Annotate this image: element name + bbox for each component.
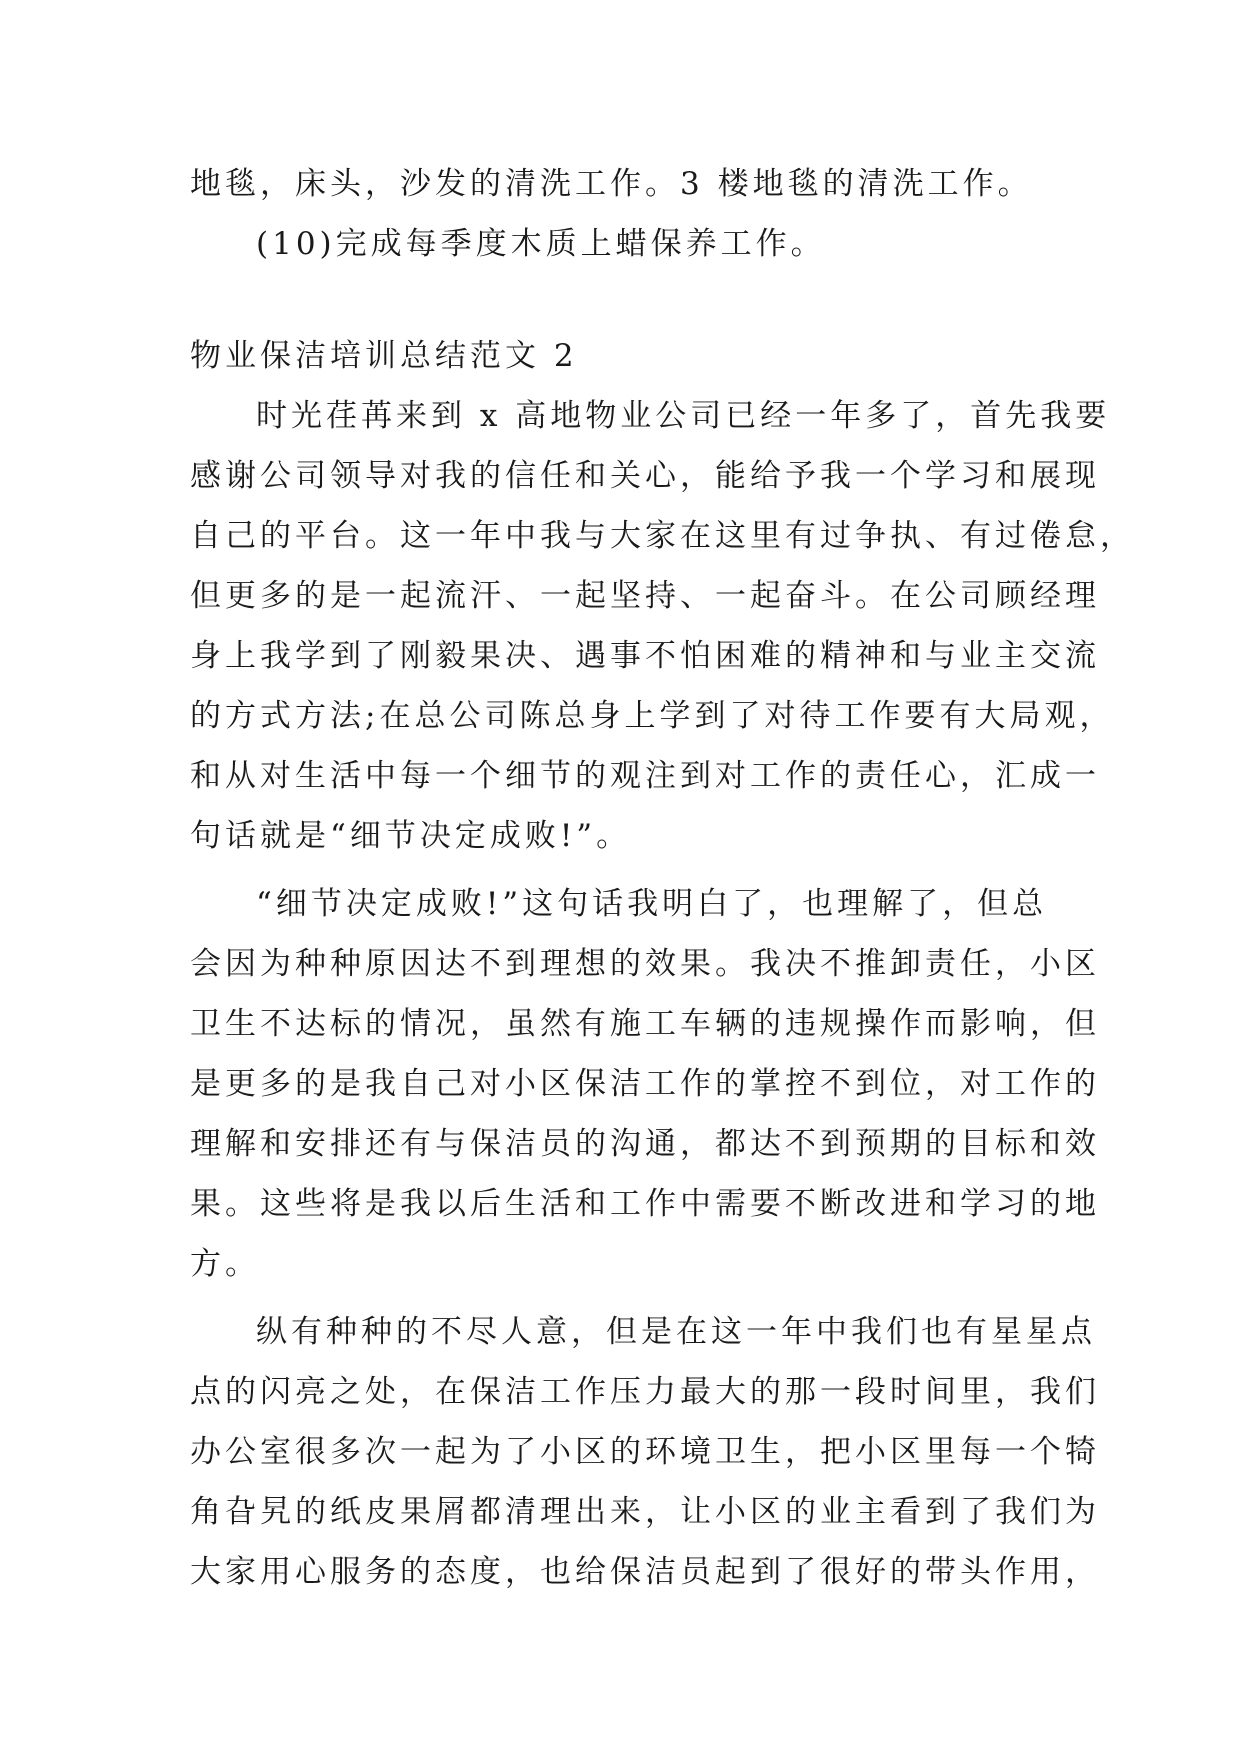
body-line: “细节决定成败!”这句话我明白了，也理解了，但总 — [256, 886, 1048, 922]
body-line: 大家用心服务的态度，也给保洁员起到了很好的带头作用， — [190, 1554, 1100, 1590]
paragraph-spacer — [190, 866, 1060, 874]
body-line: 时光荏苒来到 x 高地物业公司已经一年多了，首先我要 — [256, 398, 1111, 434]
body-line: 是更多的是我自己对小区保洁工作的掌控不到位，对工作的 — [190, 1066, 1100, 1102]
paragraph-spacer — [190, 1294, 1060, 1302]
section-title: 物业保洁培训总结范文 2 — [190, 338, 578, 374]
body-line: 办公室很多次一起为了小区的环境卫生，把小区里每一个犄 — [190, 1434, 1100, 1470]
body-line: 点的闪亮之处，在保洁工作压力最大的那一段时间里，我们 — [190, 1374, 1100, 1410]
body-line: 和从对生活中每一个细节的观注到对工作的责任心，汇成一 — [190, 758, 1100, 794]
body-line: 句话就是“细节决定成败!”。 — [190, 818, 632, 854]
body-line: 会因为种种原因达不到理想的效果。我决不推卸责任，小区 — [190, 946, 1100, 982]
body-line: 角旮旯的纸皮果屑都清理出来，让小区的业主看到了我们为 — [190, 1494, 1100, 1530]
section-spacer — [190, 274, 1060, 326]
body-line: 但更多的是一起流汗、一起坚持、一起奋斗。在公司顾经理 — [190, 578, 1100, 614]
paragraph-1 — [190, 386, 1135, 866]
body-line: 自己的平台。这一年中我与大家在这里有过争执、有过倦怠， — [190, 518, 1135, 554]
body-line: 果。这些将是我以后生活和工作中需要不断改进和学习的地 — [190, 1186, 1100, 1222]
body-line: 地毯，床头，沙发的清洗工作。3 楼地毯的清洗工作。 — [190, 166, 1033, 202]
body-line: 理解和安排还有与保洁员的沟通，都达不到预期的目标和效 — [190, 1126, 1100, 1162]
paragraph-2 — [190, 874, 1100, 1294]
list-item-10: (10)完成每季度木质上蜡保养工作。 — [256, 226, 826, 262]
document-body — [190, 154, 1135, 1602]
body-line: 身上我学到了刚毅果决、遇事不怕困难的精神和与业主交流 — [190, 638, 1100, 674]
body-line: 的方式方法;在总公司陈总身上学到了对待工作要有大局观， — [190, 698, 1115, 734]
body-line: 方。 — [190, 1246, 260, 1282]
body-line: 卫生不达标的情况，虽然有施工车辆的违规操作而影响，但 — [190, 1006, 1100, 1042]
body-line: 纵有种种的不尽人意，但是在这一年中我们也有星星点 — [256, 1314, 1096, 1350]
body-line: 感谢公司领导对我的信任和关心，能给予我一个学习和展现 — [190, 458, 1100, 494]
paragraph-3 — [190, 1302, 1100, 1602]
